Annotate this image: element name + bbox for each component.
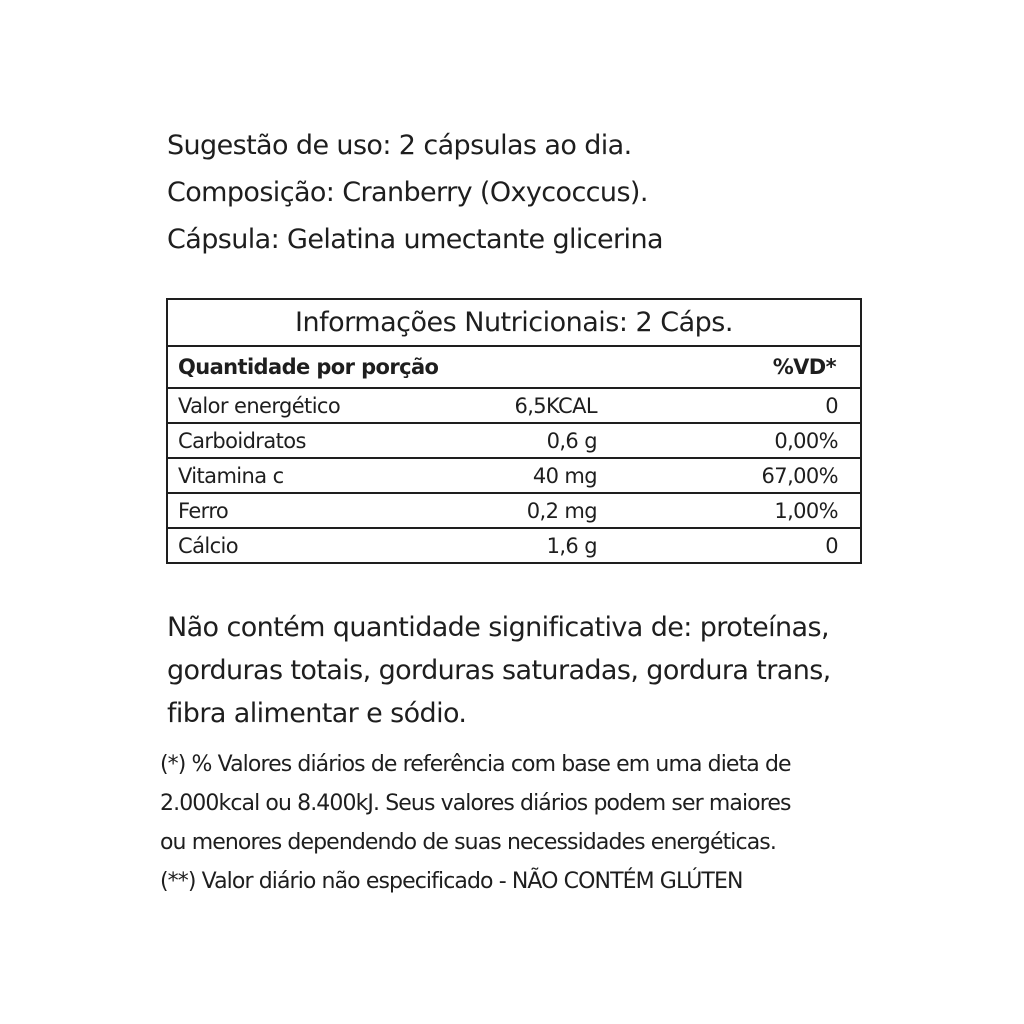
- table-row: [167, 528, 861, 563]
- nutrition-table: [166, 298, 862, 564]
- footnote-line: ou menores dependendo de suas necessidades energéticas.: [160, 830, 776, 855]
- nutrient-daily-value: 0,00%: [637, 423, 861, 458]
- nutrient-name: Ferro: [167, 493, 467, 528]
- portion-header: Quantidade por porção: [167, 346, 637, 388]
- daily-value-footnote: [160, 745, 880, 901]
- table-row: [167, 493, 861, 528]
- not-significant-notice: [167, 606, 887, 735]
- capsule-info: Cápsula: Gelatina umectante glicerina: [167, 224, 663, 255]
- nutrition-table-title: Informações Nutricionais: 2 Cáps.: [167, 299, 861, 346]
- table-row: [167, 458, 861, 493]
- table-row: [167, 423, 861, 458]
- usage-instructions: [167, 122, 867, 263]
- nutrient-name: Vitamina c: [167, 458, 467, 493]
- nutrient-name: Cálcio: [167, 528, 467, 563]
- nutrient-quantity: 1,6 g: [467, 528, 637, 563]
- notice-line: gorduras totais, gorduras saturadas, gordura trans,: [167, 655, 831, 686]
- nutrient-name: Carboidratos: [167, 423, 467, 458]
- nutrition-table-title-row: [167, 299, 861, 346]
- notice-line: Não contém quantidade significativa de: proteínas,: [167, 612, 829, 643]
- nutrient-quantity: 0,2 mg: [467, 493, 637, 528]
- nutrition-table-header-row: [167, 346, 861, 388]
- nutrient-name: Valor energético: [167, 388, 467, 423]
- nutrient-quantity: 6,5KCAL: [467, 388, 637, 423]
- nutrient-quantity: 40 mg: [467, 458, 637, 493]
- nutrient-daily-value: 1,00%: [637, 493, 861, 528]
- nutrient-daily-value: 0: [637, 528, 861, 563]
- nutrient-daily-value: 0: [637, 388, 861, 423]
- nutrient-daily-value: 67,00%: [637, 458, 861, 493]
- footnote-line: 2.000kcal ou 8.400kJ. Seus valores diários podem ser maiores: [160, 791, 791, 816]
- nutrient-quantity: 0,6 g: [467, 423, 637, 458]
- composition: Composição: Cranberry (Oxycoccus).: [167, 177, 648, 208]
- table-row: [167, 388, 861, 423]
- gluten-notice: (**) Valor diário não especificado - NÃO CONTÉM GLÚTEN: [160, 869, 743, 894]
- daily-value-header: %VD*: [637, 346, 861, 388]
- notice-line: fibra alimentar e sódio.: [167, 698, 467, 729]
- footnote-line: (*) % Valores diários de referência com base em uma dieta de: [160, 752, 791, 777]
- usage-suggestion: Sugestão de uso: 2 cápsulas ao dia.: [167, 130, 632, 161]
